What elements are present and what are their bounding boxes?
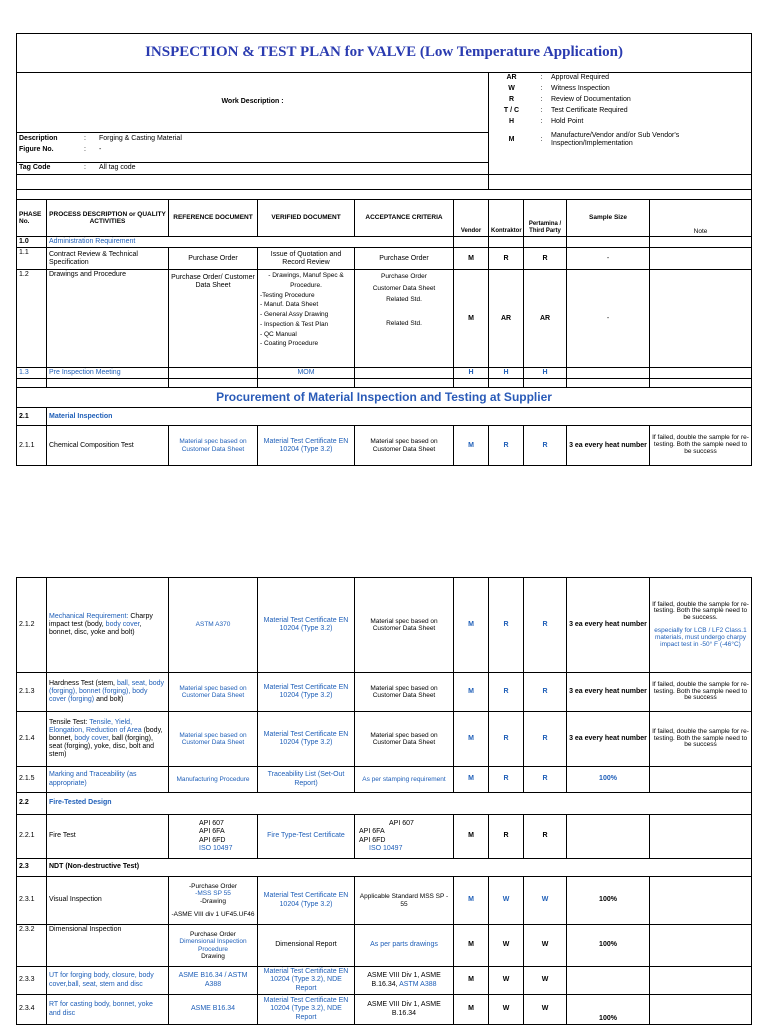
note: If failed, double the sample for re-testing. Both the sample need to be success [650, 673, 752, 712]
reference-line: Drawing [201, 952, 225, 960]
legend-code: T / C [503, 107, 520, 115]
sample-size: 100% [567, 925, 650, 967]
table-row [17, 995, 752, 1025]
reference-line: ISO 10497 [199, 844, 233, 852]
section-title: Fire-Tested Design [47, 793, 752, 815]
colon: : [84, 164, 86, 172]
process-part: and bolt) [94, 696, 124, 704]
process: Dimensional Inspection [47, 925, 169, 967]
legend-code: W [508, 85, 515, 93]
process-part: body cover [74, 734, 109, 742]
phase-no: 2.1.4 [17, 712, 47, 767]
phase-no: 2.3.4 [17, 995, 47, 1025]
vendor: M [454, 925, 489, 967]
kontraktor: R [489, 712, 524, 767]
note: If failed, double the sample for re-testing. Both the sample need to be success [650, 426, 752, 466]
pertamina: W [524, 877, 567, 925]
table-row [17, 712, 752, 767]
col-vendor: Vendor [454, 200, 489, 237]
process: Visual Inspection [47, 877, 169, 925]
acceptance-line: API 607 [389, 820, 414, 828]
phase-no: 2.1.5 [17, 767, 47, 793]
process: Contract Review & Technical Specification [47, 248, 169, 270]
process: Chemical Composition Test [47, 426, 169, 466]
acceptance-line: ISO 10497 [369, 844, 403, 852]
acceptance [355, 815, 454, 859]
legend-cell [489, 73, 752, 175]
work-description: Work Description : [17, 73, 489, 133]
pertamina: R [524, 815, 567, 859]
sample-size: 3 ea every heat number [567, 426, 650, 466]
itp-table-top [16, 33, 752, 466]
tag-value: All tag code [99, 164, 136, 172]
process-part: Tensile, Yield, Elongation, Reduction of Area [49, 718, 142, 734]
acceptance: ASME VIII Div 1, ASME B.16.34 [355, 995, 454, 1025]
reference: Purchase Order [169, 248, 258, 270]
tag-label: Tag Code [19, 164, 51, 172]
colon: : [84, 134, 86, 142]
note [650, 995, 752, 1025]
tag-table [17, 163, 488, 173]
phase-no: 2.1.2 [17, 578, 47, 673]
legend-text: Test Certificate Required [551, 107, 628, 115]
process-part: body cover [105, 620, 140, 628]
sample-size: 3 ea every heat number [567, 673, 650, 712]
vendor: M [454, 967, 489, 995]
phase-no: 2.1.3 [17, 673, 47, 712]
pertamina: H [524, 368, 567, 379]
kontraktor: H [489, 368, 524, 379]
note [650, 815, 752, 859]
legend-text: Witness Inspection [551, 85, 610, 93]
phase-no: 1.2 [17, 270, 47, 368]
vendor: M [454, 248, 489, 270]
verified: Material Test Certificate EN 10204 (Type 3.2) [258, 877, 355, 925]
col-pertamina: Pertamina / Third Party [524, 200, 567, 237]
reference: Material spec based on Customer Data Sheet [169, 426, 258, 466]
table-row [17, 578, 752, 673]
blank-row [489, 175, 752, 190]
reference [169, 925, 258, 967]
process-part: , ball (forging), seat (forging), yoke, disc, bolt and stem) [49, 734, 155, 759]
col-note: Note [650, 200, 752, 237]
reference: ASTM A370 [169, 578, 258, 673]
verified-line: - Drawings, Manuf Spec & Procedure. [268, 272, 344, 289]
reference: Purchase Order/ Customer Data Sheet [169, 270, 258, 368]
col-phase: PHASE No. [17, 200, 47, 237]
blank-row [17, 175, 489, 190]
pertamina: R [524, 426, 567, 466]
note [650, 270, 752, 368]
verified: Material Test Certificate EN 10204 (Type 3.2) [258, 426, 355, 466]
acceptance: As per stamping requirement [355, 767, 454, 793]
table-row [17, 877, 752, 925]
pertamina: W [524, 967, 567, 995]
kontraktor: R [489, 673, 524, 712]
process-part: (body, bonnet, [49, 726, 163, 742]
legend-text: Review of Documentation [551, 96, 631, 104]
section-title: Material Inspection [47, 408, 752, 426]
verified: Material Test Certificate EN 10204 (Type 3.2) [258, 673, 355, 712]
reference-line: API 6FD [199, 836, 226, 844]
note [650, 578, 752, 673]
phase-no: 2.3.2 [17, 925, 47, 967]
note [650, 877, 752, 925]
reference-line: API 607 [199, 820, 224, 828]
verified: Material Test Certificate EN 10204 (Type 3.2), NDE Report [258, 967, 355, 995]
acceptance: Purchase Order [355, 248, 454, 270]
col-acceptance: ACCEPTANCE CRITERIA [355, 200, 454, 237]
kontraktor: R [489, 815, 524, 859]
legend-colon: : [540, 85, 543, 93]
legend-code: M [508, 135, 515, 143]
vendor: M [454, 270, 489, 368]
table-row [17, 767, 752, 793]
acceptance: As per parts drawings [355, 925, 454, 967]
acceptance: Material spec based on Customer Data Sheet [355, 712, 454, 767]
reference: ASME B16.34 [169, 995, 258, 1025]
table-row [17, 967, 752, 995]
description-value: Forging & Casting Material [99, 134, 182, 142]
figure-value: - [99, 146, 102, 154]
verified: Fire Type-Test Certificate [258, 815, 355, 859]
procurement-title: Procurement of Material Inspection and Testing at Supplier [17, 388, 752, 408]
phase-no: 1.1 [17, 248, 47, 270]
vendor: M [454, 673, 489, 712]
note-line: If failed, double the sample for re-testing. Both the sample need to be success. [652, 600, 749, 622]
legend [489, 73, 751, 152]
sample-size: 100% [567, 995, 650, 1025]
verified-line: - QC Manual [260, 330, 297, 338]
reference: Manufacturing Procedure [169, 767, 258, 793]
process-part: Hardness Test (stem, [49, 679, 117, 687]
reference: ASME B16.34 / ASTM A388 [169, 967, 258, 995]
blank-row [17, 190, 752, 200]
sample-size: 100% [567, 767, 650, 793]
reference-line: -ASME VIII div 1 UF45.UF46 [171, 910, 255, 918]
phase-no: 2.1.1 [17, 426, 47, 466]
process-part: Mechanical Requirement: [49, 612, 129, 620]
col-verified: VERIFIED DOCUMENT [258, 200, 355, 237]
vendor: M [454, 578, 489, 673]
legend-text: Hold Point [551, 118, 584, 126]
pertamina: R [524, 767, 567, 793]
note [650, 967, 752, 995]
legend-code: R [508, 96, 515, 104]
sample-size: 3 ea every heat number [567, 578, 650, 673]
phase-no: 2.3.1 [17, 877, 47, 925]
sample-size: - [567, 248, 650, 270]
kontraktor: W [489, 995, 524, 1025]
kontraktor: W [489, 925, 524, 967]
phase-no: 2.2.1 [17, 815, 47, 859]
sample-size [567, 815, 650, 859]
info-table [17, 133, 488, 156]
acceptance: Material spec based on Customer Data Sheet [355, 673, 454, 712]
section-title: NDT (Non-destructive Test) [47, 859, 752, 877]
acceptance: Material spec based on Customer Data Sheet [355, 578, 454, 673]
vendor: M [454, 995, 489, 1025]
vendor: M [454, 712, 489, 767]
verified-line: - Coating Procedure [260, 340, 319, 348]
verified: Material Test Certificate EN 10204 (Type 3.2), NDE Report [258, 995, 355, 1025]
acceptance: Material spec based on Customer Data Sheet [355, 426, 454, 466]
acceptance-part: ASTM A388 [399, 980, 437, 988]
pertamina: R [524, 712, 567, 767]
kontraktor: W [489, 967, 524, 995]
reference-line: API 6FA [199, 828, 225, 836]
sample-size: 100% [567, 877, 650, 925]
kontraktor: R [489, 578, 524, 673]
section-number: 1.0 [17, 237, 47, 248]
sample-size: - [567, 270, 650, 368]
page-title: INSPECTION & TEST PLAN for VALVE (Low Temperature Application) [17, 34, 752, 73]
acceptance-line: Purchase Order [381, 273, 427, 281]
legend-colon: : [540, 107, 543, 115]
pertamina: R [524, 578, 567, 673]
table-row [17, 815, 752, 859]
pertamina: R [524, 673, 567, 712]
section-number: 2.2 [17, 793, 47, 815]
pertamina: R [524, 248, 567, 270]
reference: Material spec based on Customer Data Sheet [169, 673, 258, 712]
vendor: M [454, 877, 489, 925]
verified-line: - Inspection & Test Plan [260, 320, 329, 328]
reference: Material spec based on Customer Data Sheet [169, 712, 258, 767]
table-row [17, 673, 752, 712]
verified: Material Test Certificate EN 10204 (Type 3.2) [258, 712, 355, 767]
vendor: M [454, 767, 489, 793]
table-row [17, 368, 752, 379]
note: If failed, double the sample for re-testing. Both the sample need to be success [650, 712, 752, 767]
reference [169, 815, 258, 859]
verified: Material Test Certificate EN 10204 (Type 3.2) [258, 578, 355, 673]
process [47, 578, 169, 673]
verified-line: - General Assy Drawing [260, 311, 329, 319]
verified: Traceability List (Set-Out Report) [258, 767, 355, 793]
acceptance: Applicable Standard MSS SP - 55 [355, 877, 454, 925]
reference [169, 877, 258, 925]
acceptance [355, 967, 454, 995]
note [650, 248, 752, 270]
table-row [17, 925, 752, 967]
legend-text: Manufacture/Vendor and/or Sub Vendor's Inspection/Implementation [551, 131, 680, 147]
process-part: Tensile Test: [49, 718, 90, 726]
note [650, 767, 752, 793]
phase-no: 1.3 [17, 368, 47, 379]
reference-line: -MSS SP 55 [195, 890, 231, 898]
verified: Dimensional Report [258, 925, 355, 967]
kontraktor: R [489, 426, 524, 466]
process [47, 673, 169, 712]
legend-text: Approval Required [551, 74, 609, 82]
vendor: H [454, 368, 489, 379]
pertamina: W [524, 995, 567, 1025]
tag-cell [17, 163, 489, 175]
legend-colon: : [540, 74, 543, 82]
verified-line: -Testing Procedure [260, 291, 315, 299]
note-line: especially for LCB / LF2 Class.1 materials, must undergo charpy impact test in [654, 627, 747, 648]
kontraktor: AR [489, 270, 524, 368]
process-part: ball, seat, body (forging), bonnet (forging), body cover (forging) [49, 679, 165, 704]
reference-line: Dimensional Inspection Procedure [179, 938, 247, 953]
process-part: , bonnet, disc, yoke and bolt) [49, 620, 142, 637]
acceptance-line: API 6FD [359, 836, 386, 844]
legend-colon: : [540, 96, 543, 104]
section-number: 2.1 [17, 408, 47, 426]
kontraktor: R [489, 767, 524, 793]
acceptance-line: API 6FA [359, 828, 385, 836]
reference-line: -Drawing [199, 897, 226, 905]
verified: MOM [258, 368, 355, 379]
colon: : [84, 146, 86, 154]
phase-no: 2.3.3 [17, 967, 47, 995]
acceptance-part: ASME VIII Div 1, ASME B.16.34, [367, 972, 441, 988]
vendor: M [454, 815, 489, 859]
verified-line: - Manuf. Data Sheet [260, 301, 319, 309]
col-process: PROCESS DESCRIPTION or QUALITY ACTIVITIES [47, 200, 169, 237]
legend-colon: : [540, 135, 543, 143]
description-label: Description [19, 134, 58, 142]
legend-code: H [508, 118, 515, 126]
table-row [17, 248, 752, 270]
process: Fire Test [47, 815, 169, 859]
process: Marking and Traceability (as appropriate) [47, 767, 169, 793]
process: Pre Inspection Meeting [47, 368, 169, 379]
pertamina: W [524, 925, 567, 967]
legend-code: AR [506, 74, 517, 82]
process: UT for forging body, closure, body cover,ball, seat, stem and disc [47, 967, 169, 995]
table-row [17, 426, 752, 466]
table-row [17, 270, 752, 368]
kontraktor: R [489, 248, 524, 270]
vendor: M [454, 426, 489, 466]
legend-colon: : [540, 118, 543, 126]
verified: Issue of Quotation and Record Review [258, 248, 355, 270]
itp-table-bottom [16, 577, 752, 1025]
col-sample: Sample Size [567, 200, 650, 237]
process: RT for casting body, bonnet, yoke and disc [47, 995, 169, 1025]
acceptance-line: Related Std. [386, 296, 422, 304]
pertamina: AR [524, 270, 567, 368]
section-number: 2.3 [17, 859, 47, 877]
acceptance [355, 270, 454, 368]
process: Drawings and Procedure [47, 270, 169, 368]
acceptance-line: Related Std. [386, 320, 422, 328]
note [650, 925, 752, 967]
reference-line: Purchase Order [190, 930, 236, 938]
process [47, 712, 169, 767]
col-reference: REFERENCE DOCUMENT [169, 200, 258, 237]
kontraktor: W [489, 877, 524, 925]
info-cell [17, 133, 489, 163]
process-part: Charpy impact test (body, [49, 612, 153, 628]
section-title: Administration Requirement [47, 237, 454, 248]
figure-label: Figure No. [19, 146, 54, 154]
verified [258, 270, 355, 368]
reference-line: -Purchase Order [188, 882, 238, 890]
note-line: -50° F (-46°C) [700, 640, 741, 648]
acceptance-line: Customer Data Sheet [372, 284, 436, 292]
sample-size [567, 967, 650, 995]
sample-size: 3 ea every heat number [567, 712, 650, 767]
col-kontraktor: Kontraktor [489, 200, 524, 237]
